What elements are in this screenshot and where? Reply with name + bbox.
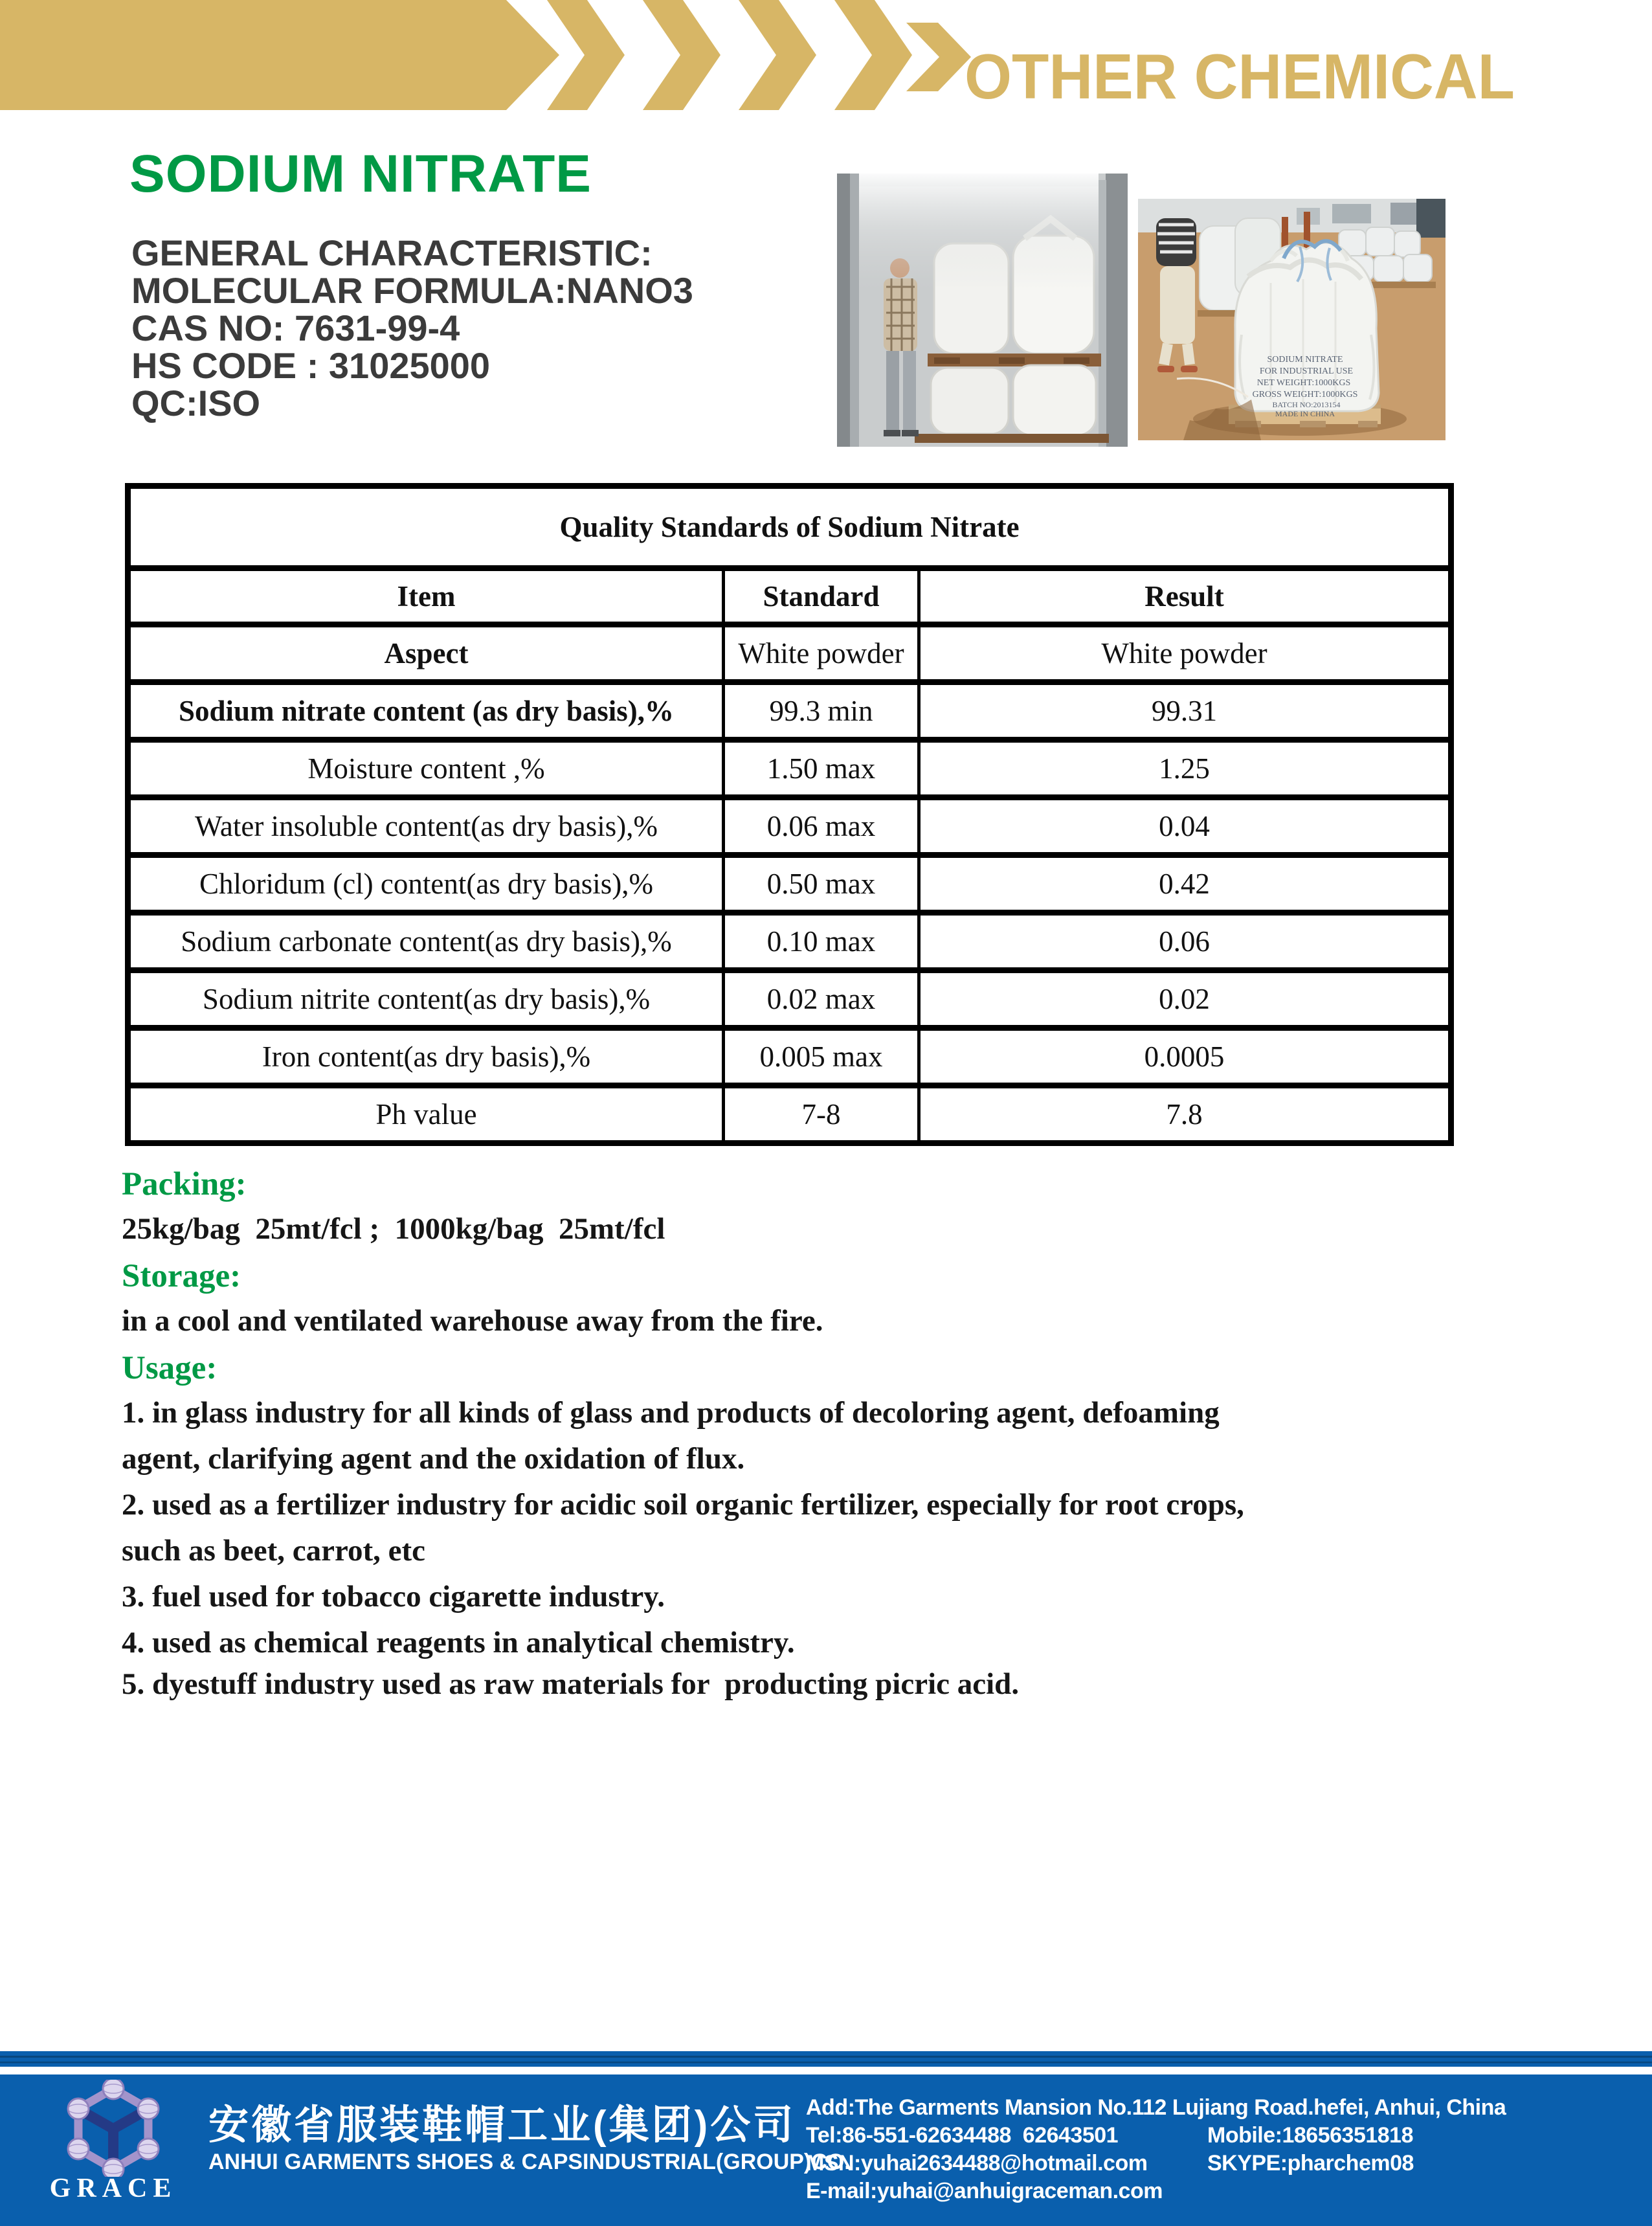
address-text: Add:The Garments Mansion No.112 Lujiang Road.hefei, Anhui, China <box>806 2095 1506 2120</box>
bag-print-line: MADE IN CHINA <box>1275 409 1335 418</box>
standard-cell: 0.02 max <box>724 971 919 1028</box>
storage-heading: Storage: <box>122 1258 241 1294</box>
column-header-standard: Standard <box>724 568 919 625</box>
bag-print-line: SODIUM NITRATE <box>1267 355 1343 365</box>
footer <box>0 2074 1652 2226</box>
bag-print-line: NET WEIGHT:1000KGS <box>1256 378 1351 388</box>
table-row <box>128 913 1451 971</box>
header-banner-text: OTHER CHEMICAL <box>965 41 1515 110</box>
photo-jumbo-bag <box>1138 199 1446 440</box>
standard-cell: 0.005 max <box>724 1028 919 1086</box>
item-cell: Ph value <box>128 1086 724 1143</box>
msn-text: MSN:yuhai2634488@hotmail.com <box>806 2151 1148 2175</box>
chevron-icon <box>834 0 912 110</box>
standard-cell: 0.50 max <box>724 855 919 913</box>
result-cell: 99.31 <box>919 682 1451 740</box>
contact-line-email <box>806 2177 1641 2205</box>
item-cell: Moisture content ,% <box>128 740 724 798</box>
standard-cell: 0.10 max <box>724 913 919 971</box>
company-name-english: ANHUI GARMENTS SHOES & CAPSINDUSTRIAL(GROUP)CO. <box>208 2150 851 2174</box>
table-row <box>128 855 1451 913</box>
column-header-result: Result <box>919 568 1451 625</box>
item-cell: Aspect <box>128 625 724 682</box>
grace-logo-icon <box>36 2080 191 2177</box>
result-cell: 1.25 <box>919 740 1451 798</box>
packing-text: 25kg/bag 25mt/fcl ; 1000kg/bag 25mt/fcl <box>122 1212 665 1246</box>
standard-cell: 7-8 <box>724 1086 919 1143</box>
usage-line: 2. used as a fertilizer industry for acidic soil organic fertilizer, especially for root crops, <box>122 1488 1244 1522</box>
table-row <box>128 971 1451 1028</box>
item-cell: Sodium nitrate content (as dry basis),% <box>128 682 724 740</box>
standard-cell: 99.3 min <box>724 682 919 740</box>
storage-text: in a cool and ventilated warehouse away from the fire. <box>122 1304 823 1338</box>
table-row <box>128 1028 1451 1086</box>
usage-heading: Usage: <box>122 1350 218 1386</box>
bag-print-line: FOR INDUSTRIAL USE <box>1259 366 1354 376</box>
contact-line-msn <box>806 2150 1641 2177</box>
result-cell: 7.8 <box>919 1086 1451 1143</box>
result-cell: 0.0005 <box>919 1028 1451 1086</box>
table-header-row <box>128 568 1451 625</box>
item-cell: Sodium nitrite content(as dry basis),% <box>128 971 724 1028</box>
standard-cell: 0.06 max <box>724 798 919 855</box>
header-banner <box>0 0 1652 110</box>
general-line: CAS NO: 7631-99-4 <box>131 308 460 348</box>
footer-accent-strip <box>0 2051 1652 2067</box>
table-row <box>128 682 1451 740</box>
standard-cell: White powder <box>724 625 919 682</box>
standard-cell: 1.50 max <box>724 740 919 798</box>
usage-line: agent, clarifying agent and the oxidation of flux. <box>122 1442 745 1476</box>
usage-line: 3. fuel used for tobacco cigarette industry. <box>122 1580 665 1613</box>
general-line: QC:ISO <box>131 383 261 423</box>
table-row <box>128 740 1451 798</box>
result-cell: 0.06 <box>919 913 1451 971</box>
table-row <box>128 1086 1451 1143</box>
usage-line: 1. in glass industry for all kinds of glass and products of decoloring agent, defoaming <box>122 1396 1220 1430</box>
chevron-icon <box>643 0 720 110</box>
result-cell: White powder <box>919 625 1451 682</box>
skype-text: SKYPE:pharchem08 <box>1207 2151 1414 2175</box>
item-cell: Sodium carbonate content(as dry basis),% <box>128 913 724 971</box>
bag-print-line: GROSS WEIGHT:1000KGS <box>1252 390 1358 399</box>
gold-block <box>0 0 559 110</box>
result-cell: 0.42 <box>919 855 1451 913</box>
tel-text: Tel:86-551-62634488 62643501 <box>806 2123 1119 2148</box>
table-row <box>128 798 1451 855</box>
result-cell: 0.04 <box>919 798 1451 855</box>
contact-block <box>806 2094 1641 2205</box>
item-cell: Iron content(as dry basis),% <box>128 1028 724 1086</box>
column-header-item: Item <box>128 568 724 625</box>
item-cell: Chloridum (cl) content(as dry basis),% <box>128 855 724 913</box>
table-title: Quality Standards of Sodium Nitrate <box>128 486 1451 568</box>
quality-standards-table <box>125 483 1454 1146</box>
usage-line: such as beet, carrot, etc <box>122 1534 425 1568</box>
chevron-icon <box>739 0 816 110</box>
table-row <box>128 625 1451 682</box>
email-text: E-mail:yuhai@anhuigraceman.com <box>806 2179 1163 2203</box>
table-title-row <box>128 486 1451 568</box>
company-name-chinese: 安徽省服装鞋帽工业(集团)公司 <box>208 2103 796 2148</box>
general-line: GENERAL CHARACTERISTIC: <box>131 232 653 273</box>
usage-line: 4. used as chemical reagents in analytical chemistry. <box>122 1626 795 1659</box>
chevron-icon <box>906 23 971 91</box>
general-line: MOLECULAR FORMULA:NANO3 <box>131 270 693 311</box>
photo-container-loading <box>837 174 1128 447</box>
bag-print-line: BATCH NO:2013154 <box>1272 400 1341 409</box>
item-cell: Water insoluble content(as dry basis),% <box>128 798 724 855</box>
grace-logo-text: GRACE <box>49 2174 177 2203</box>
mobile-text: Mobile:18656351818 <box>1207 2123 1413 2148</box>
general-line: HS CODE : 31025000 <box>131 345 491 386</box>
contact-line-address <box>806 2094 1641 2122</box>
page-title: SODIUM NITRATE <box>129 144 592 203</box>
usage-line: 5. dyestuff industry used as raw materials for producting picric acid. <box>122 1667 1020 1701</box>
packing-heading: Packing: <box>122 1166 247 1202</box>
contact-line-tel <box>806 2122 1641 2150</box>
result-cell: 0.02 <box>919 971 1451 1028</box>
